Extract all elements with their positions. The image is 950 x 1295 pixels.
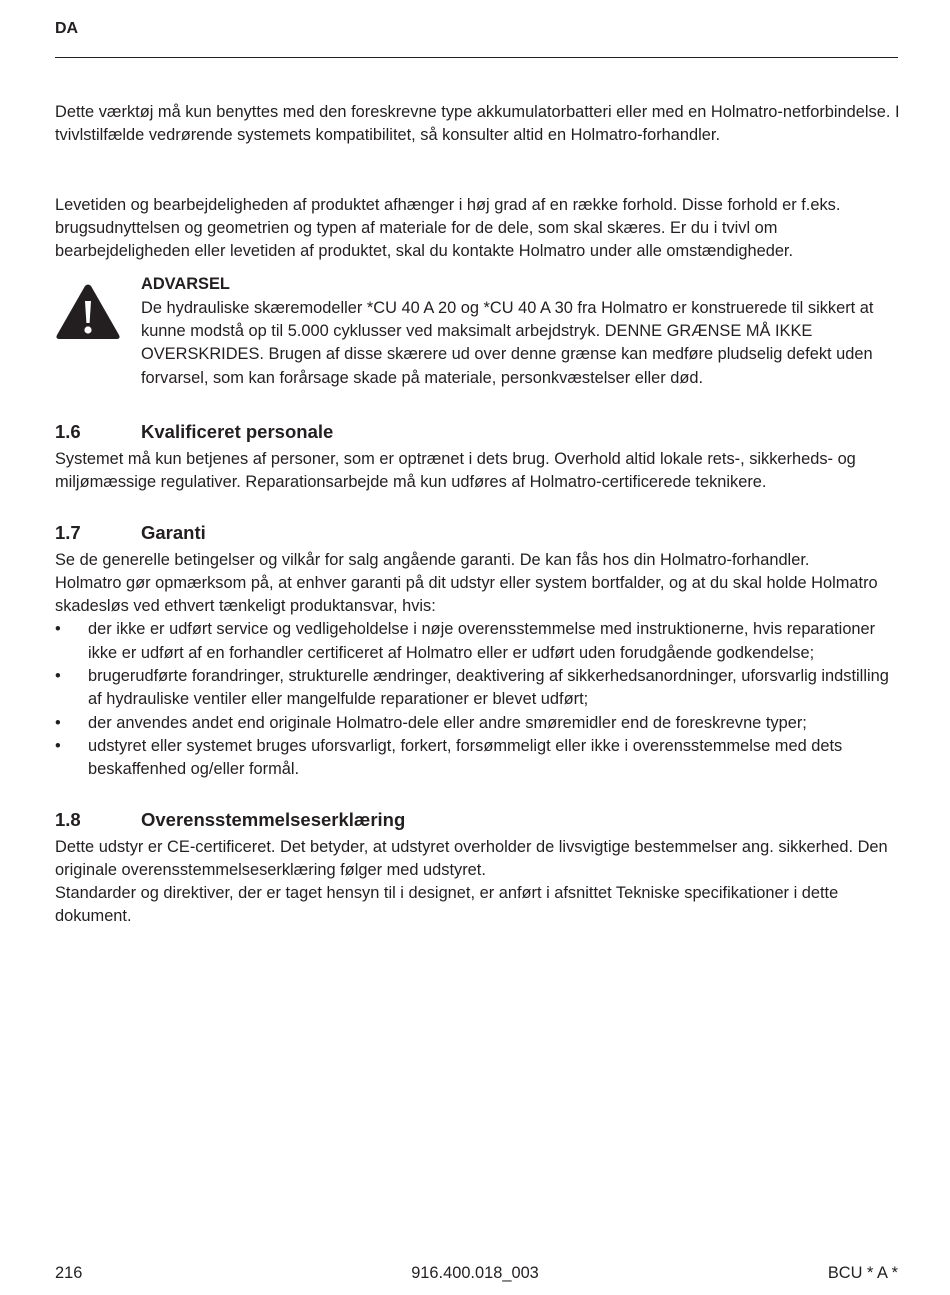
list-item — [55, 712, 900, 735]
bullet: • — [55, 736, 61, 755]
warning-text: De hydrauliske skæremodeller *CU 40 A 20 og *CU 40 A 30 fra Holmatro er konstruerede til sikkert at kunne modstå op til 5.000 cyklusser ved maksimalt arbejdstryk. DENNE GRÆNSE MÅ IKKE OVERSKRIDES. Brugen af disse skærere ud over denne grænse kan medføre pludselig defekt uden forvarsel, som kan forårsage skade på materiale, personkvæstelser eller død. — [141, 298, 874, 387]
section-title: Overensstemmelseserklæring — [141, 808, 406, 830]
bullet: • — [55, 713, 61, 732]
list-item-text: udstyret eller systemet bruges uforsvarligt, forkert, forsømmeligt eller ikke i overensstemmelse med dets beskaffenhed og/eller formål. — [88, 736, 843, 779]
section-paragraph: Dette udstyr er CE-certificeret. Det betyder, at udstyret overholder de livsvigtige bestemmelser ang. sikkerhed. Den originale overensstemmelseserklæring følger med udstyret. — [55, 837, 888, 879]
list-item-text: brugerudførte forandringer, strukturelle ændringer, deaktivering af sikkerhedsanordninger, uforsvarlig indstilling af hydrauliske ventiler eller mangelfulde reparationer er blevet udført; — [88, 667, 889, 709]
section-number: 1.7 — [55, 521, 81, 543]
section-title: Garanti — [141, 521, 206, 543]
section-1-6 — [55, 420, 900, 495]
model-code: BCU * A * — [827, 1264, 898, 1282]
section-paragraph: Standarder og direktiver, der er taget hensyn til i designet, er anført i afsnittet Tekniske specifikationer i dette dokument. — [55, 884, 839, 926]
bullet: • — [55, 667, 61, 686]
section-paragraph: Holmatro gør opmærksom på, at enhver garanti på dit udstyr eller system bortfalder, og at du skal holde Holmatro skadesløs ved ethvert tænkeligt produktansvar, hvis: — [55, 573, 878, 616]
bullet: • — [55, 620, 61, 639]
warning-title: ADVARSEL — [141, 275, 230, 294]
list-item-text: der ikke er udført service og vedligeholdelse i nøje overensstemmelse med instruktionerne, hvis reparationer ikke er udført af en forhandler certificeret af Holmatro eller er udført uden forudgående godkendelse; — [88, 620, 876, 662]
warning-block — [55, 273, 900, 389]
section-heading — [55, 420, 900, 444]
page-content — [55, 101, 900, 955]
warranty-conditions-list — [55, 618, 900, 781]
section-number: 1.6 — [55, 420, 81, 442]
intro-paragraph-2: Levetiden og bearbejdeligheden af produktet afhænger i høj grad af en række forhold. Disse forhold er f.eks. brugsudnyttelsen og geometrien og typen af materiale for de dele, som skal skæres. Er du i tvivl om bearbejdeligheden eller levetiden af produktet, skal du kontakte Holmatro under alle omstændigheder. — [55, 195, 841, 261]
section-paragraph: Se de generelle betingelser og vilkår for salg angående garanti. De kan fås hos din Holmatro-forhandler. — [55, 550, 810, 569]
section-1-8 — [55, 808, 900, 929]
section-title: Kvalificeret personale — [141, 420, 334, 442]
list-item-text: der anvendes andet end originale Holmatro-dele eller andre smøremidler end de foreskrevne typer; — [88, 713, 807, 732]
document-number: 916.400.018_003 — [411, 1264, 539, 1282]
language-code: DA — [55, 20, 79, 37]
section-heading — [55, 521, 900, 545]
intro-paragraph-1: Dette værktøj må kun benyttes med den foreskrevne type akkumulatorbatteri eller med en Holmatro-netforbindelse. I tvivlstilfælde vedrørende systemets kompatibilitet, så konsulter altid en Holmatro-forhandler. — [55, 103, 900, 145]
section-paragraph: Systemet må kun betjenes af personer, som er optrænet i dets brug. Overhold altid lokale rets-, sikkerheds- og miljømæssige regulativer. Reparationsarbejde må kun udføres af Holmatro-certificerede teknikere. — [55, 449, 856, 492]
section-heading — [55, 808, 900, 832]
section-1-7 — [55, 521, 900, 782]
list-item — [55, 665, 900, 712]
list-item — [55, 735, 900, 782]
list-item — [55, 618, 900, 665]
page-number: 216 — [55, 1264, 83, 1282]
warning-triangle-icon — [55, 273, 141, 389]
header-divider — [55, 57, 898, 58]
section-number: 1.8 — [55, 808, 81, 830]
